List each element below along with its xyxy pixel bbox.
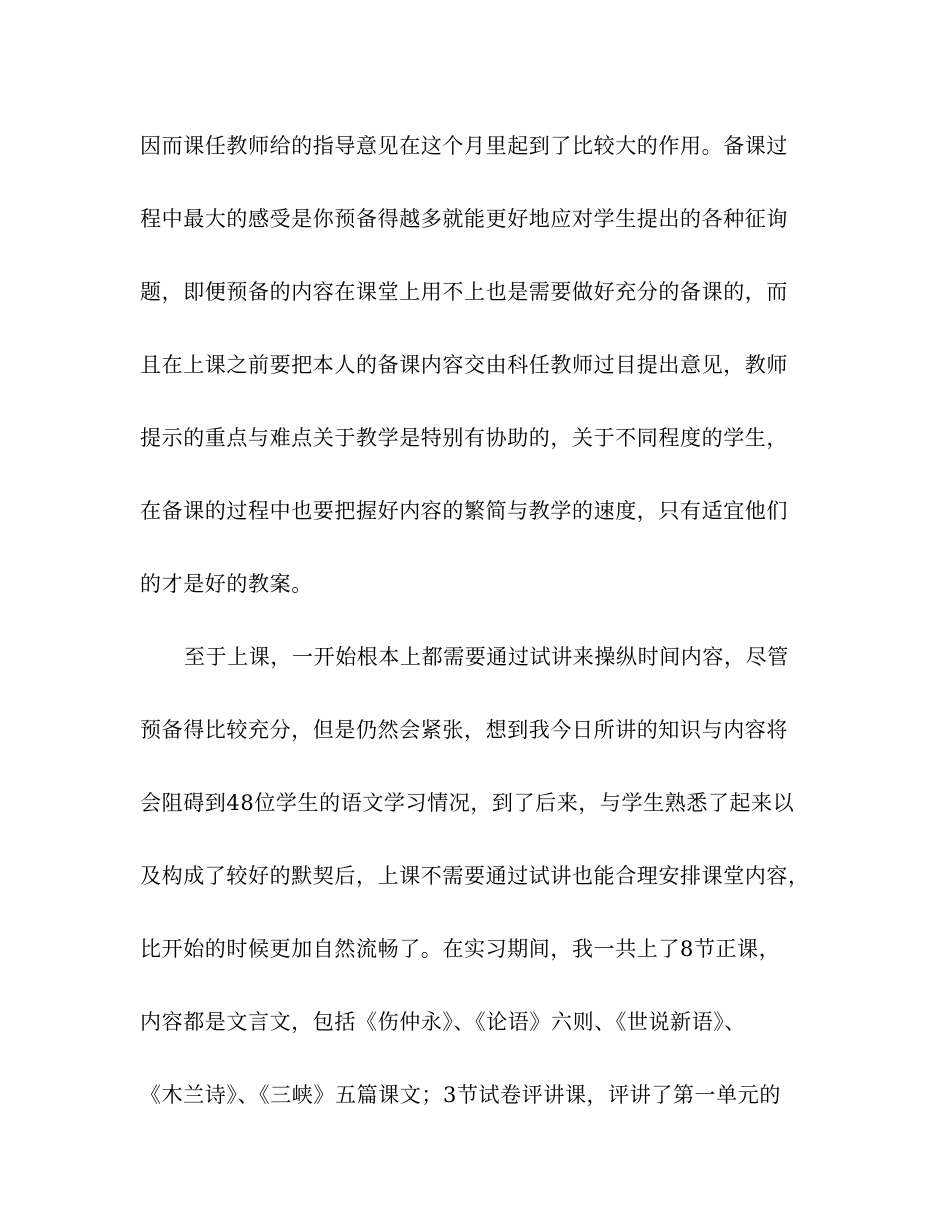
text-line: 提示的重点与难点关于教学是特别有协助的，关于不同程度的学生， [140,426,788,450]
text-line: 《木兰诗》、《三峡》五篇课文；3节试卷评讲课，评讲了第一单元的 [140,1083,781,1107]
text-line: 预备得比较充分，但是仍然会紧张，想到我今日所讲的知识与内容将 [140,718,788,742]
paragraph-start-line: 至于上课，一开始根本上都需要通过试讲来操纵时间内容，尽管 [184,645,789,669]
text-line: 会阻碍到48位学生的语文学习情况，到了后来，与学生熟悉了起来以 [140,791,795,815]
text-line: 内容都是文言文，包括《伤仲永》、《论语》六则、《世说新语》、 [140,1010,746,1034]
body-text [140,122,830,1144]
text-line: 在备课的过程中也要把握好内容的繁简与教学的速度，只有适宜他们 [140,499,788,523]
text-line: 且在上课之前要把本人的备课内容交由科任教师过目提出意见，教师 [140,353,788,377]
text-line: 题，即便预备的内容在课堂上用不上也是需要做好充分的备课的，而 [140,280,788,304]
text-line: 及构成了较好的默契后，上课不需要通过试讲也能合理安排课堂内容， [140,864,810,888]
text-line: 的才是好的教案。 [140,572,313,596]
text-line: 因而课任教师给的指导意见在这个月里起到了比较大的作用。备课过 [140,134,788,158]
text-line: 程中最大的感受是你预备得越多就能更好地应对学生提出的各种征询 [140,207,788,231]
text-line: 比开始的时候更加自然流畅了。在实习期间，我一共上了8节正课， [140,937,781,961]
